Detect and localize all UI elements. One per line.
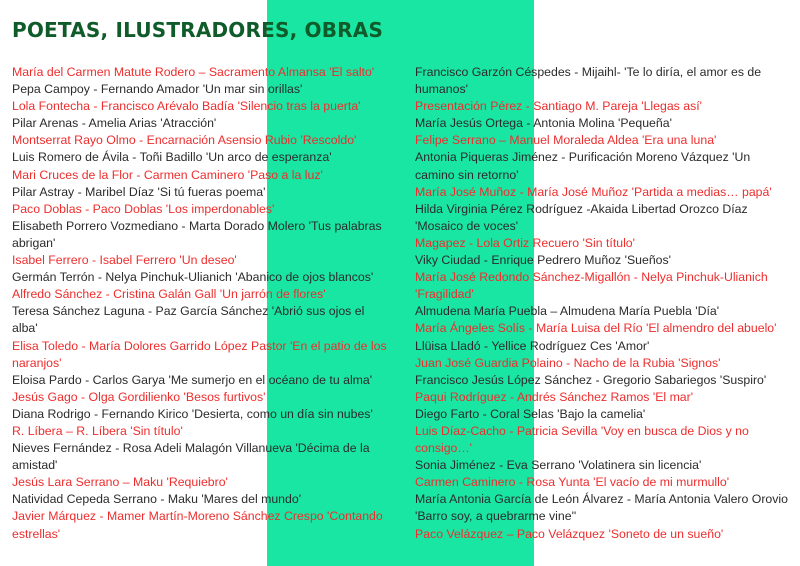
list-item: R. Líbera – R. Líbera 'Sin título' — [12, 423, 183, 438]
list-item: Magapez - Lola Ortiz Recuero 'Sin título' — [415, 235, 635, 250]
list-item: Presentación Pérez - Santiago M. Pareja 'Llegas así' — [415, 99, 702, 114]
list-item: Mari Cruces de la Flor - Carmen Caminero 'Paso a la luz' — [12, 167, 323, 182]
page-title: POETAS, ILUSTRADORES, OBRAS — [12, 18, 384, 42]
list-item: Felipe Serrano – Manuel Moraleda Aldea 'Era una luna' — [415, 133, 717, 148]
list-item: María Ángeles Solís - María Luisa del Río 'El almendro del abuelo' — [415, 321, 777, 336]
list-item: Germán Terrón - Nelya Pinchuk-Ulianich 'Abanico de ojos blancos' — [12, 270, 374, 285]
list-item: Eloisa Pardo - Carlos Garya 'Me sumerjo en el océano de tu alma' — [12, 372, 373, 387]
list-item: Paco Velázquez – Paco Velázquez 'Soneto de un sueño' — [415, 526, 724, 541]
list-item: Pilar Arenas - Amelia Arias 'Atracción' — [12, 116, 217, 131]
list-item: María Jesús Ortega - Antonia Molina 'Pequeña' — [415, 116, 672, 131]
list-item: María Antonia García de León Álvarez - María Antonia Valero Orovio 'Barro soy, a quebrarme vine'' — [415, 492, 788, 524]
list-item: Diana Rodrigo - Fernando Kirico 'Desierta, como un día sin nubes' — [12, 406, 373, 421]
list-item: Pilar Astray - Maribel Díaz 'Si tú fueras poema' — [12, 184, 266, 199]
list-item: Juan José Guardia Polaino - Nacho de la Rubia 'Signos' — [415, 355, 721, 370]
list-item: Luis Romero de Ávila - Toñi Badillo 'Un arco de esperanza' — [12, 150, 332, 165]
list-item: Isabel Ferrero - Isabel Ferrero 'Un deseo' — [12, 253, 237, 268]
list-item: Jesús Gago - Olga Gordilienko 'Besos furtivos' — [12, 389, 266, 404]
list-item: Hilda Virginia Pérez Rodríguez -Akaida Libertad Orozco Díaz 'Mosaico de voces' — [415, 201, 748, 233]
list-item: Antonia Piqueras Jiménez - Purificación Moreno Vázquez 'Un camino sin retorno' — [415, 150, 751, 182]
list-item: María José Muñoz - María José Muñoz 'Partida a medias… papá' — [415, 184, 772, 199]
list-item: Luis Díaz-Cacho - Patricia Sevilla 'Voy en busca de Dios y no consigo…' — [415, 423, 749, 456]
list-item: Elisa Toledo - María Dolores Garrido López Pastor 'En el patio de los naranjos' — [12, 338, 387, 370]
list-item: Montserrat Rayo Olmo - Encarnación Asensio Rubio 'Rescoldo' — [12, 133, 357, 148]
list-item: Carmen Caminero - Rosa Yunta 'El vacío de mi murmullo' — [415, 475, 730, 490]
list-item: Alfredo Sánchez - Cristina Galán Gall 'Un jarrón de flores' — [12, 287, 326, 302]
list-item: Pepa Campoy - Fernando Amador 'Un mar sin orillas' — [12, 82, 303, 97]
list-item: Diego Farto - Coral Selas 'Bajo la camelia' — [415, 406, 646, 421]
list-item: Francisco Garzón Céspedes - Mijaihl- 'Te lo diría, el amor es de humanos' — [415, 65, 762, 97]
list-item: Sonia Jiménez - Eva Serrano 'Volatinera sin licencia' — [415, 458, 702, 473]
list-item: Nieves Fernández - Rosa Adeli Malagón Villanueva 'Décima de la amistad' — [12, 441, 370, 473]
list-item: María del Carmen Matute Rodero – Sacramento Almansa 'El salto' — [12, 65, 375, 79]
list-item: Viky Ciudad - Enrique Pedrero Muñoz 'Sueños' — [415, 253, 672, 268]
list-item: Teresa Sánchez Laguna - Paz García Sánchez 'Abrió sus ojos el alba' — [12, 304, 365, 336]
list-item: Elisabeth Porrero Vozmediano - Marta Dorado Molero 'Tus palabras abrigan' — [12, 218, 382, 250]
right-column-list — [415, 64, 793, 543]
list-item: Paco Doblas - Paco Doblas 'Los imperdonables' — [12, 201, 275, 216]
list-item: Almudena María Puebla – Almudena María Puebla 'Día' — [415, 304, 720, 319]
list-item: Natividad Cepeda Serrano - Maku 'Mares del mundo' — [12, 492, 302, 507]
list-item: Lola Fontecha - Francisco Arévalo Badía 'Silencio tras la puerta' — [12, 99, 361, 114]
list-item: Paqui Rodríguez - Andrés Sánchez Ramos 'El mar' — [415, 389, 694, 404]
list-item: Llüisa Lladó - Yellice Rodríguez Ces 'Amor' — [415, 338, 650, 353]
left-column-list — [12, 64, 392, 543]
list-item: María José Redondo Sánchez-Migallón - Nelya Pinchuk-Ulianich 'Fragilidad' — [415, 270, 768, 302]
list-item: Francisco Jesús López Sánchez - Gregorio Sabariegos 'Suspiro' — [415, 372, 767, 387]
list-item: Jesús Lara Serrano – Maku 'Requiebro' — [12, 475, 228, 490]
list-item: Javier Márquez - Mamer Martín-Moreno Sánchez Crespo 'Contando estrellas' — [12, 509, 383, 541]
